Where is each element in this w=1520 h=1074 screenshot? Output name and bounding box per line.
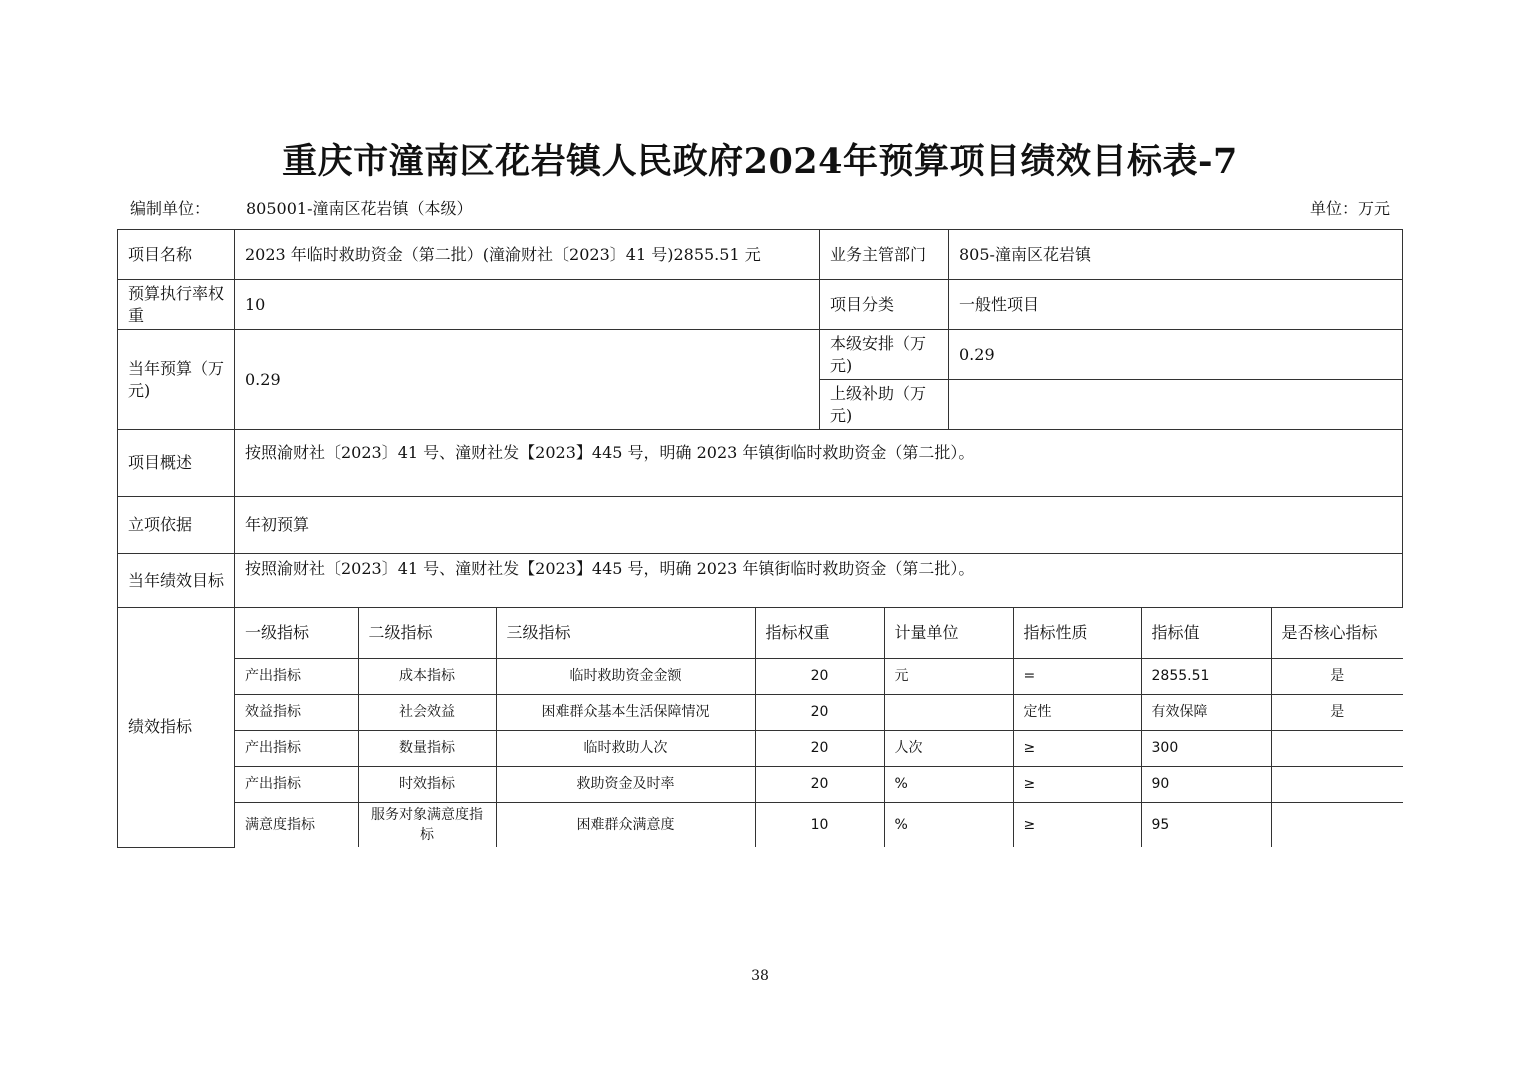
cell-level3: 困难群众满意度 <box>496 802 755 847</box>
cell-core <box>1271 766 1403 802</box>
cell-level2: 成本指标 <box>358 658 496 694</box>
header-level3: 三级指标 <box>496 608 755 658</box>
local-value: 0.29 <box>949 330 1403 380</box>
cell-value: 2855.51 <box>1141 658 1271 694</box>
cell-level1: 满意度指标 <box>235 802 358 847</box>
currency-unit: 单位：万元 <box>1309 199 1390 218</box>
cell-nature: ≥ <box>1013 802 1141 847</box>
cell-nature: 定性 <box>1013 694 1141 730</box>
cell-core <box>1271 802 1403 847</box>
indicators-header-row <box>235 608 1403 658</box>
cell-level1: 产出指标 <box>235 730 358 766</box>
table-row <box>235 694 1403 730</box>
cell-level2: 数量指标 <box>358 730 496 766</box>
table-row <box>235 730 1403 766</box>
overview-label: 项目概述 <box>118 430 235 497</box>
header-level2: 二级指标 <box>358 608 496 658</box>
cell-nature: = <box>1013 658 1141 694</box>
cell-level1: 效益指标 <box>235 694 358 730</box>
upper-value <box>949 380 1403 430</box>
table-row <box>118 230 1403 280</box>
cell-unit: % <box>884 766 1013 802</box>
cell-weight: 10 <box>755 802 884 847</box>
cell-core: 是 <box>1271 658 1403 694</box>
cell-level3: 困难群众基本生活保障情况 <box>496 694 755 730</box>
cell-level3: 临时救助人次 <box>496 730 755 766</box>
table-row <box>118 330 1403 380</box>
indicators-table <box>235 608 1403 847</box>
category-label: 项目分类 <box>820 280 949 330</box>
basis-label: 立项依据 <box>118 497 235 554</box>
compiling-unit-label: 编制单位： <box>130 199 211 218</box>
indicators-label: 绩效指标 <box>118 608 235 848</box>
cell-level3: 临时救助资金金额 <box>496 658 755 694</box>
dept-label: 业务主管部门 <box>820 230 949 280</box>
performance-target-table <box>117 229 1403 848</box>
upper-label: 上级补助（万元) <box>820 380 949 430</box>
project-name-label: 项目名称 <box>118 230 235 280</box>
indicators-container <box>235 608 1403 848</box>
local-label: 本级安排（万元) <box>820 330 949 380</box>
header-core: 是否核心指标 <box>1271 608 1403 658</box>
cell-weight: 20 <box>755 766 884 802</box>
cell-unit: % <box>884 802 1013 847</box>
cell-core: 是 <box>1271 694 1403 730</box>
budget-label: 当年预算（万元) <box>118 330 235 430</box>
cell-weight: 20 <box>755 694 884 730</box>
cell-weight: 20 <box>755 730 884 766</box>
cell-nature: ≥ <box>1013 730 1141 766</box>
overview-value: 按照渝财社〔2023〕41 号、潼财社发【2023】445 号，明确 2023 年镇街临时救助资金（第二批）。 <box>235 430 1403 497</box>
cell-value: 300 <box>1141 730 1271 766</box>
table-row <box>235 766 1403 802</box>
exec-weight-value: 10 <box>235 280 820 330</box>
table-row <box>118 497 1403 554</box>
exec-weight-label: 预算执行率权重 <box>118 280 235 330</box>
cell-level2: 服务对象满意度指标 <box>358 802 496 847</box>
table-row <box>118 554 1403 608</box>
goal-value: 按照渝财社〔2023〕41 号、潼财社发【2023】445 号，明确 2023 年镇街临时救助资金（第二批）。 <box>235 554 1403 608</box>
cell-unit: 元 <box>884 658 1013 694</box>
cell-level3: 救助资金及时率 <box>496 766 755 802</box>
budget-value: 0.29 <box>235 330 820 430</box>
basis-value: 年初预算 <box>235 497 1403 554</box>
header-weight: 指标权重 <box>755 608 884 658</box>
dept-value: 805-潼南区花岩镇 <box>949 230 1403 280</box>
cell-weight: 20 <box>755 658 884 694</box>
cell-nature: ≥ <box>1013 766 1141 802</box>
cell-level2: 社会效益 <box>358 694 496 730</box>
table-row <box>235 658 1403 694</box>
cell-unit: 人次 <box>884 730 1013 766</box>
project-name-value: 2023 年临时救助资金（第二批）(潼渝财社〔2023〕41 号)2855.51 元 <box>235 230 820 280</box>
cell-value: 90 <box>1141 766 1271 802</box>
cell-value: 95 <box>1141 802 1271 847</box>
cell-unit <box>884 694 1013 730</box>
goal-label: 当年绩效目标 <box>118 554 235 608</box>
table-row <box>118 430 1403 497</box>
page-title: 重庆市潼南区花岩镇人民政府2024年预算项目绩效目标表-7 <box>282 141 1238 182</box>
category-value: 一般性项目 <box>949 280 1403 330</box>
cell-level1: 产出指标 <box>235 766 358 802</box>
header-unit: 计量单位 <box>884 608 1013 658</box>
cell-level1: 产出指标 <box>235 658 358 694</box>
compiling-unit-value: 805001-潼南区花岩镇（本级） <box>246 199 473 218</box>
cell-core <box>1271 730 1403 766</box>
cell-level2: 时效指标 <box>358 766 496 802</box>
page-number: 38 <box>751 968 769 984</box>
cell-value: 有效保障 <box>1141 694 1271 730</box>
table-row <box>235 802 1403 847</box>
header-level1: 一级指标 <box>235 608 358 658</box>
table-row <box>118 280 1403 330</box>
table-row <box>118 608 1403 848</box>
header-value: 指标值 <box>1141 608 1271 658</box>
header-nature: 指标性质 <box>1013 608 1141 658</box>
